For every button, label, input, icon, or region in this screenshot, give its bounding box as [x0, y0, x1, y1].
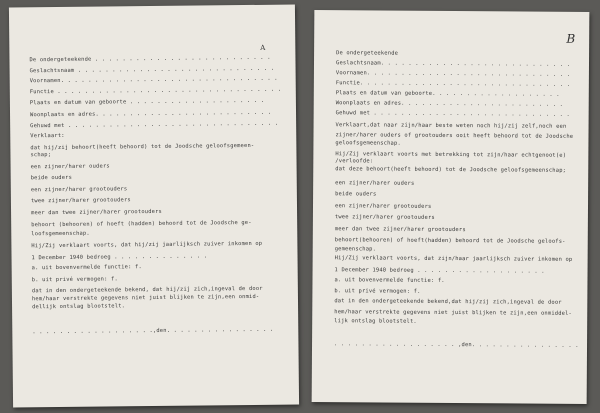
text-line: Woonplaats en adres. . . . . . . . . . . . . . . . . . . . . . . . . .	[30, 109, 272, 119]
text-line: a. uit bovenvermelde functie: f.	[31, 264, 142, 272]
text-line: twee zijner/harer grootouders	[30, 197, 131, 205]
text-line: De ondergeteekende	[336, 50, 399, 57]
text-line: behoort(behooren) of hoeft(hadden) behoord tot de Joodsche geloofs-	[334, 237, 566, 245]
text-line: beide ouders	[30, 174, 73, 182]
text-line: . . . . . . . . . . . . . . . . . .,den. . . . . . . . . . . . . . . .	[32, 326, 274, 336]
text-line: zijner/harer ouders of grootouders ooit heeft behoord tot de Joodsche	[335, 132, 574, 140]
text-line: Geslachtsnaam . . . . . . . . . . . . . . . . . . . . . . . . . . . . .	[29, 65, 275, 75]
text-line: Hij/Zij verklaart voorts met betrekking tot zijn/haar echtgenoot(e)	[335, 151, 567, 159]
text-line: Verklaart:	[30, 132, 65, 140]
document-page-left	[9, 5, 299, 408]
text-line: b. uit privé vermogen: f.	[334, 288, 421, 295]
text-line: a. uit bovenvermelde functie: f.	[334, 277, 445, 284]
text-line: dat in den ondergeteekende bekend, dat hij/zij zich,ingeval de door	[31, 285, 263, 295]
text-line: hem/haar verstrekte gegevens niet juist blijken te zijn,een onmiddel-	[334, 309, 573, 317]
text-line: lijk ontslag blootstelt.	[334, 318, 417, 325]
text-line: meer dan twee zijner/harer grootouders	[31, 208, 163, 217]
text-line: geloofsgemeenschap.	[335, 140, 401, 147]
text-line: Voornamen. . . . . . . . . . . . . . . . . . . . . . . . . . . . . . . .	[29, 75, 278, 85]
text-line: een zijner/harer grootouders	[30, 186, 128, 194]
text-line: Plaats en datum van geboorte . . . . . . . . . . . . . . . . . . . .	[29, 97, 265, 107]
text-line: behoort (behooren) of hoeft (hadden) behoord tot de Joodsche ge-	[31, 219, 252, 229]
text-line: /verloofde:	[335, 158, 374, 165]
page-mark: A	[260, 43, 266, 52]
text-line: Voornamen. . . . . . . . . . . . . . . . . . . . . . . . . . . . . .	[335, 70, 571, 78]
text-line: 1 December 1940 bedroeg . . . . . . . . . . . . . . . . . . .	[334, 267, 545, 275]
text-line: Functie. . . . . . . . . . . . . . . . . . . . . . . . . . . . . . .	[335, 80, 571, 88]
text-line: gemeenschap.	[334, 246, 377, 253]
text-line: Hij/Zij verklaart voorts, dat zijn/haar jaarlijksch zuiver inkomen op	[334, 255, 573, 263]
text-line: meer dan twee zijner/harer grootouders	[334, 226, 466, 234]
text-line: b. uit privé vermogen: f.	[31, 276, 118, 284]
text-line: beide ouders	[335, 191, 377, 198]
page-mark: B	[566, 31, 576, 46]
text-line: De ondergeteekende . . . . . . . . . . . . . . . . . . . . . . . . . .	[29, 54, 271, 64]
text-line: twee zijner/harer grootouders	[334, 214, 435, 221]
text-line: Hij/Zij verklaart voorts, dat hij/zij jaarlijksch zuiver inkomen op	[31, 240, 263, 250]
text-line: dellijk ontslag blootstelt.	[32, 303, 126, 311]
text-line: een zijner/harer ouders	[30, 163, 110, 171]
text-line: Woonplaats en adres. . . . . . . . . . . . . . . . . . . . . . . .	[335, 100, 564, 108]
text-line: dat hij/zij behoort(heeft behoord) tot de Joodsche geloofsgemeen-	[30, 142, 255, 152]
text-line: schap;	[30, 152, 52, 159]
text-line: loofsgemeenschap.	[31, 230, 90, 238]
text-line: een zijner/harer grootouders	[334, 203, 432, 210]
text-line: Gehuwd met . . . . . . . . . . . . . . . . . . . . . . . . . . . . .	[335, 110, 570, 118]
text-line: 1 December 1940 bedroeg . . . . . . . . . . . . . .	[31, 253, 208, 262]
text-line: Plaats en datum van geboorte. . . . . . . . . . . . . . . . . . .	[335, 90, 560, 98]
text-line: hem/haar verstrekte gegevens niet juist blijken te zijn,een onmid-	[31, 293, 260, 303]
text-line: Geslachtsnaam. . . . . . . . . . . . . . . . . . . . . . . . . . . .	[335, 60, 571, 68]
text-line: . . . . . . . . . . . . . . . . . . ,den. . . . . . . . . . . . . . . .	[334, 341, 579, 349]
text-line: een zijner/harer ouders	[335, 180, 415, 187]
document-page-right	[312, 10, 590, 404]
text-line: dat deze behoort(heeft behoord) tot de Joodsche geloofsgemeenschap;	[335, 166, 567, 174]
text-line: Verklaart,dat naar zijn/haar beste weten noch hij/zij zelf,noch een	[335, 122, 567, 130]
text-line: dat in den ondergeteekende bekend,dat hij/zij zich,ingeval de door	[334, 298, 562, 306]
text-line: Functie . . . . . . . . . . . . . . . . . . . . . . . . . . . . . . . . .	[29, 86, 282, 96]
text-line: Gehuwd met . . . . . . . . . . . . . . . . . . . . . . . . . . . . . . .	[30, 120, 279, 130]
